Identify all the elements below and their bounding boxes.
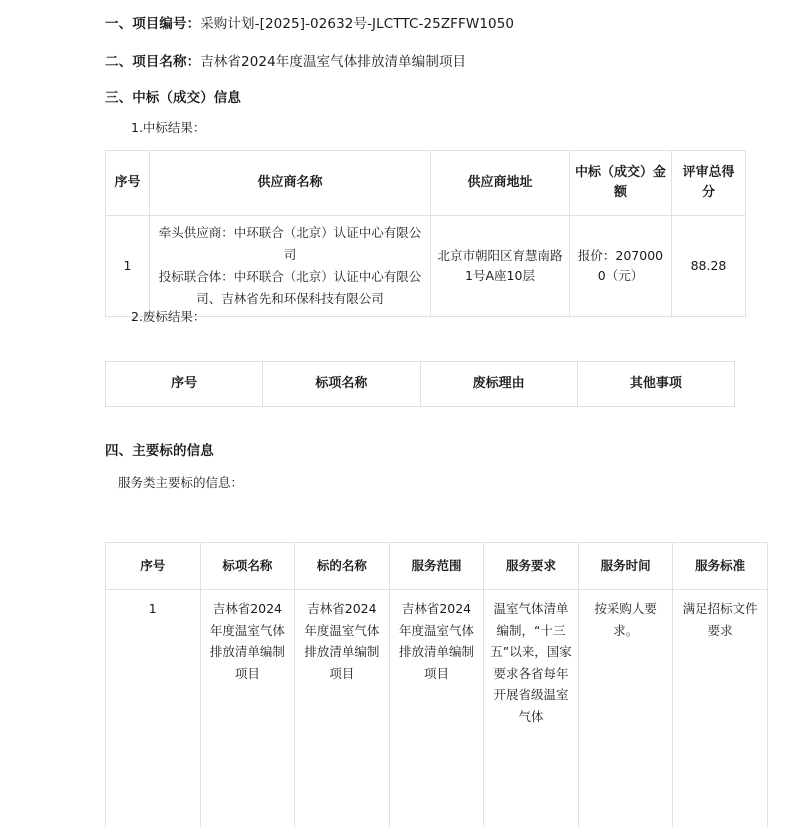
section-bid-items-index: 四、	[105, 443, 133, 459]
column-header-award-amount: 中标（成交）金额	[570, 151, 672, 216]
section-project-number	[105, 14, 514, 34]
section-project-number-value: 采购计划-[2025]-02632号-JLCTTC-25ZFFW1050	[200, 16, 515, 32]
section-project-name-value: 吉林省2024年度温室气体排放清单编制项目	[200, 54, 467, 70]
cell-service-duration: 按采购人要求。	[578, 590, 673, 827]
column-header-service-duration: 服务时间	[578, 543, 673, 590]
cell-total-score: 88.28	[672, 216, 746, 317]
column-header-service-scope: 服务范围	[389, 543, 484, 590]
void-result-table	[105, 361, 735, 407]
supplier-lead-line: 牵头供应商：中环联合（北京）认证中心有限公司	[158, 225, 422, 262]
cell-row-no: 1	[106, 216, 150, 317]
section-award-info-label: 中标（成交）信息	[132, 90, 242, 106]
column-header-supplier-address: 供应商地址	[431, 151, 570, 216]
section-award-info	[105, 88, 241, 108]
award-result-table	[105, 150, 746, 317]
column-header-service-standard: 服务标准	[673, 543, 768, 590]
cell-award-amount: 报价：2070000（元）	[570, 216, 672, 317]
table-header-row	[106, 362, 735, 407]
table-row	[106, 590, 768, 827]
cell-service-requirement: 温室气体清单编制，“十三五”以来，国家要求各省每年开展省级温室气体	[484, 590, 579, 827]
section-project-number-label: 项目编号：	[132, 16, 201, 32]
table-row	[106, 216, 746, 317]
section-project-name-index: 二、	[105, 54, 133, 70]
supplier-consortium-line: 投标联合体：中环联合（北京）认证中心有限公司、吉林省先和环保科技有限公司	[158, 268, 422, 306]
cell-supplier-name	[150, 216, 431, 317]
column-header-no: 序号	[106, 151, 150, 216]
column-header-item-name: 标项名称	[200, 543, 295, 590]
section-project-name-label: 项目名称：	[132, 54, 201, 70]
cell-service-scope: 吉林省2024年度温室气体排放清单编制项目	[389, 590, 484, 827]
section-project-number-index: 一、	[105, 16, 133, 32]
column-header-supplier-name: 供应商名称	[150, 151, 431, 216]
section-bid-items	[105, 441, 214, 461]
column-header-target-name: 标的名称	[295, 543, 390, 590]
column-header-service-requirement: 服务要求	[484, 543, 579, 590]
bid-items-table	[105, 542, 768, 827]
subheading-service-bid-items: 服务类主要标的信息：	[118, 475, 244, 490]
cell-item-name: 吉林省2024年度温室气体排放清单编制项目	[200, 590, 295, 827]
cell-row-no: 1	[106, 590, 201, 827]
subheading-void-result: 2.废标结果：	[131, 309, 206, 324]
table-header-row	[106, 543, 768, 590]
subheading-award-result: 1.中标结果：	[131, 120, 206, 135]
section-bid-items-label: 主要标的信息	[132, 443, 214, 459]
column-header-no: 序号	[106, 362, 263, 407]
column-header-total-score: 评审总得分	[672, 151, 746, 216]
cell-service-standard: 满足招标文件要求	[673, 590, 768, 827]
section-award-info-index: 三、	[105, 90, 133, 106]
column-header-other: 其他事项	[577, 362, 734, 407]
cell-target-name: 吉林省2024年度温室气体排放清单编制项目	[295, 590, 390, 827]
column-header-no: 序号	[106, 543, 201, 590]
section-project-name	[105, 52, 466, 72]
cell-supplier-address: 北京市朝阳区育慧南路1号A座10层	[431, 216, 570, 317]
table-header-row	[106, 151, 746, 216]
column-header-void-reason: 废标理由	[420, 362, 577, 407]
column-header-item-name: 标项名称	[263, 362, 420, 407]
